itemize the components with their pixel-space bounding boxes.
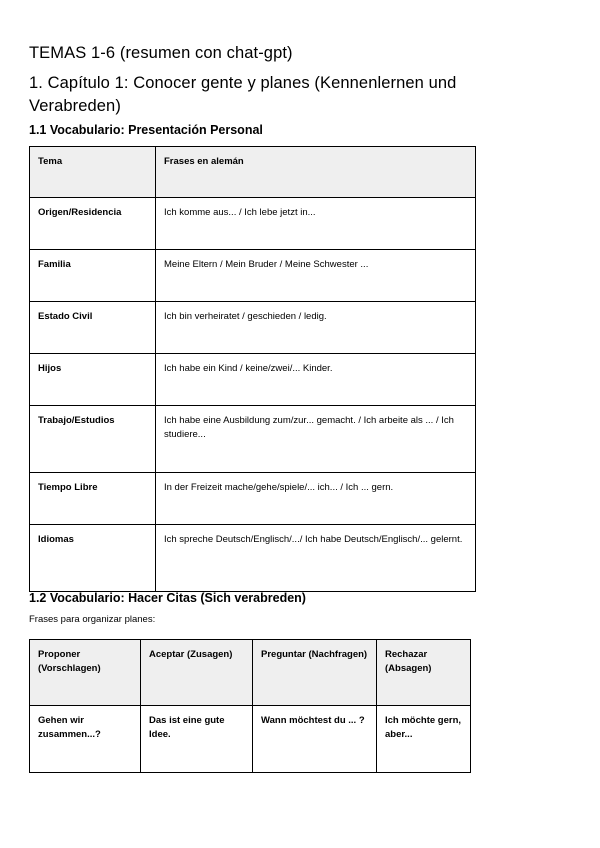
column-header: Aceptar (Zusagen) xyxy=(141,640,253,706)
topic-cell: Hijos xyxy=(30,354,156,406)
phrase-cell: Ich spreche Deutsch/Englisch/.../ Ich habe Deutsch/Englisch/... gelernt. xyxy=(156,525,476,592)
topic-cell: Trabajo/Estudios xyxy=(30,406,156,473)
table-row xyxy=(30,198,476,250)
phrase-cell: Wann möchtest du ... ? xyxy=(253,706,377,773)
phrase-cell: Meine Eltern / Mein Bruder / Meine Schwester ... xyxy=(156,250,476,302)
phrase-cell: Ich habe eine Ausbildung zum/zur... gemacht. / Ich arbeite als ... / Ich studiere... xyxy=(156,406,476,473)
column-header: Proponer (Vorschlagen) xyxy=(30,640,141,706)
phrase-cell: Ich habe ein Kind / keine/zwei/... Kinder. xyxy=(156,354,476,406)
column-header: Frases en alemán xyxy=(156,147,476,198)
presentation-vocabulary-table xyxy=(29,146,476,592)
table-row xyxy=(30,406,476,473)
phrase-cell: Ich komme aus... / Ich lebe jetzt in... xyxy=(156,198,476,250)
topic-cell: Idiomas xyxy=(30,525,156,592)
table-header-row xyxy=(30,147,476,198)
phrase-cell: In der Freizeit mache/gehe/spiele/... ich... / Ich ... gern. xyxy=(156,473,476,525)
topic-cell: Familia xyxy=(30,250,156,302)
section-intro-text: Frases para organizar planes: xyxy=(29,614,156,625)
phrase-cell: Gehen wir zusammen...? xyxy=(30,706,141,773)
chapter-heading: 1. Capítulo 1: Conocer gente y planes (Kennenlernen und Verabreden) xyxy=(29,74,457,115)
table-row xyxy=(30,354,476,406)
section-heading-presentacion: 1.1 Vocabulario: Presentación Personal xyxy=(29,123,263,137)
table-row xyxy=(30,302,476,354)
topic-cell: Tiempo Libre xyxy=(30,473,156,525)
table-row xyxy=(30,525,476,592)
table-row xyxy=(30,250,476,302)
section-heading-citas: 1.2 Vocabulario: Hacer Citas (Sich verabreden) xyxy=(29,591,306,605)
document-title: TEMAS 1-6 (resumen con chat-gpt) xyxy=(29,44,293,62)
column-header: Tema xyxy=(30,147,156,198)
phrase-cell: Das ist eine gute Idee. xyxy=(141,706,253,773)
column-header: Preguntar (Nachfragen) xyxy=(253,640,377,706)
phrase-cell: Ich bin verheiratet / geschieden / ledig. xyxy=(156,302,476,354)
table-header-row xyxy=(30,640,471,706)
appointments-phrases-table xyxy=(29,639,471,773)
table-row xyxy=(30,473,476,525)
column-header: Rechazar (Absagen) xyxy=(377,640,471,706)
phrase-cell: Ich möchte gern, aber... xyxy=(377,706,471,773)
topic-cell: Origen/Residencia xyxy=(30,198,156,250)
topic-cell: Estado Civil xyxy=(30,302,156,354)
table-row xyxy=(30,706,471,773)
